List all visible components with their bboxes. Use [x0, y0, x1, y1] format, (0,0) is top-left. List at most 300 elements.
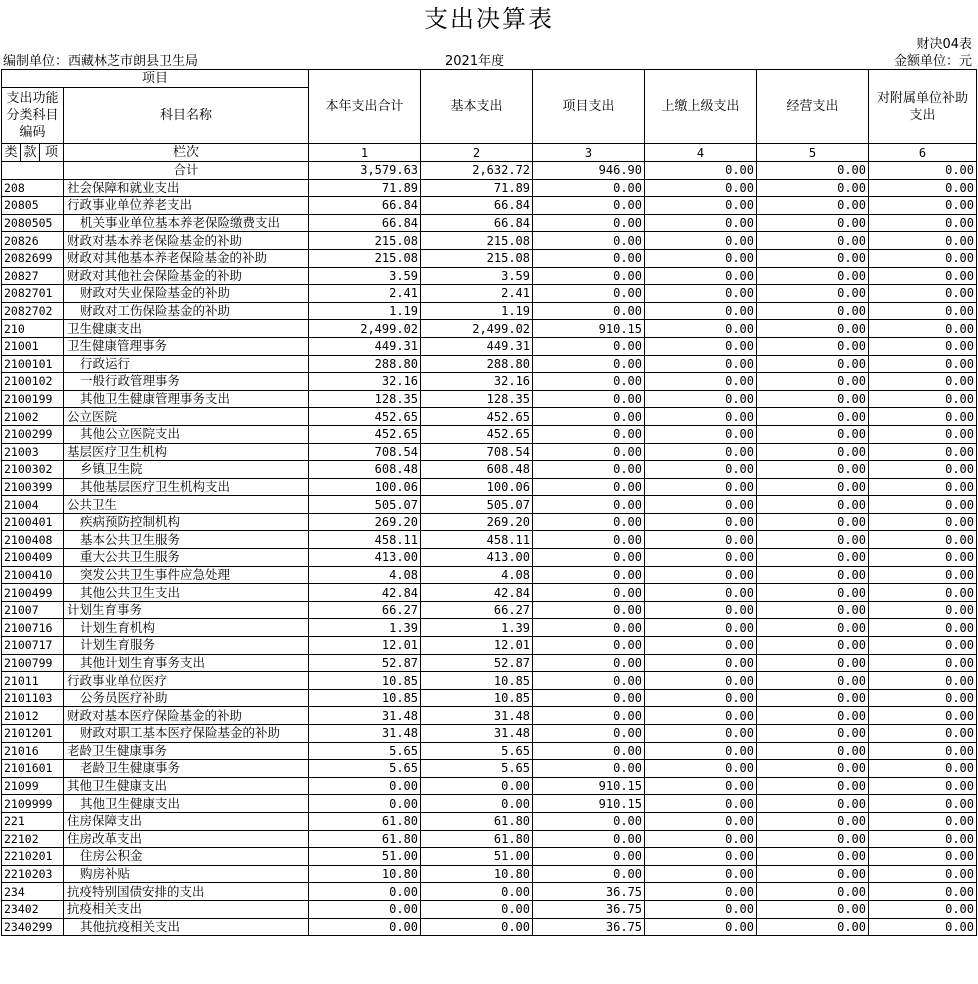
- row-value: 2.41: [421, 285, 533, 303]
- row-value: 61.80: [421, 812, 533, 830]
- row-value: 1.39: [309, 619, 421, 637]
- row-value: 0.00: [645, 197, 757, 215]
- row-value: 0.00: [645, 267, 757, 285]
- row-value: 288.80: [309, 355, 421, 373]
- row-value: 0.00: [757, 214, 869, 232]
- row-value: 0.00: [533, 812, 645, 830]
- row-code: 20827: [2, 267, 64, 285]
- row-value: 0.00: [533, 408, 645, 426]
- row-code: 21007: [2, 601, 64, 619]
- row-value: 0.00: [533, 197, 645, 215]
- row-subject-name: 其他抗疫相关支出: [64, 918, 309, 936]
- row-value: 0.00: [757, 795, 869, 813]
- row-value: 32.16: [309, 373, 421, 391]
- row-value: 0.00: [421, 900, 533, 918]
- row-code: 2100302: [2, 461, 64, 479]
- row-value: 215.08: [309, 232, 421, 250]
- table-row: [2, 883, 977, 901]
- table-row: [2, 830, 977, 848]
- row-value: 215.08: [421, 249, 533, 267]
- row-value: 0.00: [869, 513, 977, 531]
- table-row: [2, 232, 977, 250]
- row-value: 0.00: [309, 883, 421, 901]
- row-value: 66.84: [309, 197, 421, 215]
- row-value: 0.00: [869, 707, 977, 725]
- row-code: 2210201: [2, 848, 64, 866]
- row-value: 0.00: [645, 302, 757, 320]
- row-subject-name: 抗疫特别国债安排的支出: [64, 883, 309, 901]
- row-value: 0.00: [645, 425, 757, 443]
- row-value: 0.00: [533, 179, 645, 197]
- table-row: [2, 566, 977, 584]
- row-value: 413.00: [421, 549, 533, 567]
- row-value: 0.00: [533, 760, 645, 778]
- row-subject-name: 基本公共卫生服务: [64, 531, 309, 549]
- row-code: 2101201: [2, 725, 64, 743]
- row-value: 61.80: [309, 830, 421, 848]
- row-code: 2082699: [2, 249, 64, 267]
- row-value: 71.89: [421, 179, 533, 197]
- row-value: 0.00: [869, 302, 977, 320]
- total-code-cell: [2, 162, 64, 180]
- row-code: 2101103: [2, 689, 64, 707]
- row-subject-name: 社会保障和就业支出: [64, 179, 309, 197]
- row-value: 0.00: [869, 443, 977, 461]
- header-total-expenditure: 本年支出合计: [309, 70, 421, 144]
- row-value: 0.00: [757, 531, 869, 549]
- row-value: 10.85: [421, 672, 533, 690]
- row-value: 0.00: [533, 214, 645, 232]
- table-row: [2, 637, 977, 655]
- row-value: 0.00: [645, 390, 757, 408]
- row-value: 0.00: [869, 584, 977, 602]
- table-row: [2, 355, 977, 373]
- row-value: 0.00: [757, 883, 869, 901]
- row-value: 0.00: [869, 267, 977, 285]
- row-value: 449.31: [421, 337, 533, 355]
- row-value: 0.00: [645, 285, 757, 303]
- row-value: 0.00: [869, 214, 977, 232]
- row-value: 0.00: [757, 725, 869, 743]
- row-value: 10.85: [309, 672, 421, 690]
- row-value: 0.00: [869, 760, 977, 778]
- row-value: 61.80: [421, 830, 533, 848]
- table-row: [2, 531, 977, 549]
- row-value: 0.00: [645, 812, 757, 830]
- row-subject-name: 老龄卫生健康事务: [64, 742, 309, 760]
- row-subject-name: 公共卫生: [64, 496, 309, 514]
- table-row: [2, 478, 977, 496]
- row-code: 210: [2, 320, 64, 338]
- row-value: 10.85: [421, 689, 533, 707]
- row-value: 36.75: [533, 918, 645, 936]
- row-code: 21003: [2, 443, 64, 461]
- row-value: 0.00: [645, 795, 757, 813]
- row-value: 0.00: [869, 619, 977, 637]
- row-value: 608.48: [421, 461, 533, 479]
- row-value: 12.01: [421, 637, 533, 655]
- table-row: [2, 918, 977, 936]
- row-value: 0.00: [869, 425, 977, 443]
- row-value: 0.00: [645, 865, 757, 883]
- row-value: 0.00: [869, 725, 977, 743]
- row-value: 0.00: [533, 601, 645, 619]
- table-row: [2, 900, 977, 918]
- page-title: 支出决算表: [424, 5, 554, 33]
- row-value: 0.00: [645, 355, 757, 373]
- table-row: [2, 795, 977, 813]
- row-value: 36.75: [533, 883, 645, 901]
- row-subject-name: 其他公立医院支出: [64, 425, 309, 443]
- col-number: 6: [869, 144, 977, 162]
- row-value: 0.00: [757, 865, 869, 883]
- row-value: 0.00: [533, 725, 645, 743]
- row-subject-name: 基层医疗卫生机构: [64, 443, 309, 461]
- row-value: 0.00: [645, 478, 757, 496]
- table-row: [2, 302, 977, 320]
- row-code: 2100199: [2, 390, 64, 408]
- table-row: [2, 549, 977, 567]
- row-value: 0.00: [421, 777, 533, 795]
- row-value: 0.00: [757, 742, 869, 760]
- row-code: 2100102: [2, 373, 64, 391]
- row-code: 21004: [2, 496, 64, 514]
- row-code: 2210203: [2, 865, 64, 883]
- header-project-expenditure: 项目支出: [533, 70, 645, 144]
- row-code: 2340299: [2, 918, 64, 936]
- row-value: 5.65: [309, 742, 421, 760]
- row-value: 0.00: [757, 302, 869, 320]
- table-row: [2, 249, 977, 267]
- row-value: 61.80: [309, 812, 421, 830]
- row-value: 0.00: [869, 408, 977, 426]
- row-value: 0.00: [645, 496, 757, 514]
- row-value: 0.00: [869, 777, 977, 795]
- row-subject-name: 计划生育事务: [64, 601, 309, 619]
- row-value: 458.11: [309, 531, 421, 549]
- total-label: 合计: [64, 162, 309, 180]
- header-subsidy-affiliated: 对附属单位补助支出: [869, 70, 977, 144]
- row-subject-name: 其他基层医疗卫生机构支出: [64, 478, 309, 496]
- row-value: 10.85: [309, 689, 421, 707]
- row-value: 0.00: [757, 689, 869, 707]
- row-value: 0.00: [757, 496, 869, 514]
- row-code: 2109999: [2, 795, 64, 813]
- table-row: [2, 654, 977, 672]
- row-value: 0.00: [645, 918, 757, 936]
- row-value: 0.00: [869, 355, 977, 373]
- row-value: 52.87: [309, 654, 421, 672]
- row-value: 0.00: [757, 549, 869, 567]
- row-value: 0.00: [869, 232, 977, 250]
- row-code: 20826: [2, 232, 64, 250]
- row-value: 0.00: [645, 566, 757, 584]
- row-value: 0.00: [533, 848, 645, 866]
- row-value: 0.00: [869, 531, 977, 549]
- row-value: 0.00: [533, 285, 645, 303]
- row-value: 3.59: [309, 267, 421, 285]
- table-row: [2, 689, 977, 707]
- row-code: 2100499: [2, 584, 64, 602]
- table-row: [2, 443, 977, 461]
- row-value: 0.00: [869, 549, 977, 567]
- row-value: 31.48: [309, 725, 421, 743]
- row-code: 2100409: [2, 549, 64, 567]
- table-row: [2, 848, 977, 866]
- row-value: 0.00: [533, 478, 645, 496]
- total-value: 0.00: [645, 162, 757, 180]
- row-value: 0.00: [869, 689, 977, 707]
- row-value: 215.08: [421, 232, 533, 250]
- col-number: 1: [309, 144, 421, 162]
- row-subject-name: 财政对基本养老保险基金的补助: [64, 232, 309, 250]
- table-row: [2, 285, 977, 303]
- row-value: 66.27: [309, 601, 421, 619]
- table-row: [2, 513, 977, 531]
- row-code: 2100299: [2, 425, 64, 443]
- col-number: 3: [533, 144, 645, 162]
- row-value: 0.00: [533, 302, 645, 320]
- row-subject-name: 突发公共卫生事件应急处理: [64, 566, 309, 584]
- col-number: 2: [421, 144, 533, 162]
- row-subject-name: 财政对基本医疗保险基金的补助: [64, 707, 309, 725]
- row-value: 0.00: [533, 654, 645, 672]
- row-value: 0.00: [645, 900, 757, 918]
- row-subject-name: 财政对其他基本养老保险基金的补助: [64, 249, 309, 267]
- row-value: 0.00: [645, 337, 757, 355]
- row-value: 0.00: [533, 566, 645, 584]
- row-subject-name: 机关事业单位基本养老保险缴费支出: [64, 214, 309, 232]
- row-code: 2100101: [2, 355, 64, 373]
- total-value: 0.00: [757, 162, 869, 180]
- header-lei: 类: [2, 144, 21, 162]
- row-value: 413.00: [309, 549, 421, 567]
- row-value: 0.00: [645, 601, 757, 619]
- row-subject-name: 财政对失业保险基金的补助: [64, 285, 309, 303]
- row-value: 52.87: [421, 654, 533, 672]
- row-code: 2100717: [2, 637, 64, 655]
- row-value: 0.00: [645, 214, 757, 232]
- row-subject-name: 老龄卫生健康事务: [64, 760, 309, 778]
- row-value: 0.00: [757, 355, 869, 373]
- row-value: 0.00: [869, 865, 977, 883]
- row-value: 3.59: [421, 267, 533, 285]
- row-value: 31.48: [309, 707, 421, 725]
- row-subject-name: 行政运行: [64, 355, 309, 373]
- row-value: 0.00: [533, 531, 645, 549]
- row-value: 0.00: [757, 918, 869, 936]
- row-value: 0.00: [645, 443, 757, 461]
- row-value: 0.00: [757, 654, 869, 672]
- table-body: [2, 179, 977, 936]
- row-value: 0.00: [533, 689, 645, 707]
- total-value: 0.00: [869, 162, 977, 180]
- row-value: 5.65: [421, 742, 533, 760]
- row-value: 0.00: [645, 531, 757, 549]
- row-value: 0.00: [533, 496, 645, 514]
- row-value: 128.35: [309, 390, 421, 408]
- row-value: 42.84: [309, 584, 421, 602]
- row-value: 31.48: [421, 707, 533, 725]
- row-value: 0.00: [869, 179, 977, 197]
- row-code: 21011: [2, 672, 64, 690]
- row-subject-name: 财政对其他社会保险基金的补助: [64, 267, 309, 285]
- row-value: 0.00: [757, 760, 869, 778]
- row-value: 0.00: [757, 197, 869, 215]
- row-value: 66.84: [421, 197, 533, 215]
- row-value: 0.00: [645, 760, 757, 778]
- row-value: 0.00: [533, 249, 645, 267]
- row-value: 0.00: [645, 848, 757, 866]
- total-value: 946.90: [533, 162, 645, 180]
- table-row: [2, 619, 977, 637]
- header-xiang: 项: [40, 144, 64, 162]
- row-value: 10.80: [309, 865, 421, 883]
- row-value: 0.00: [757, 777, 869, 795]
- row-value: 0.00: [757, 320, 869, 338]
- row-value: 0.00: [757, 232, 869, 250]
- row-value: 505.07: [421, 496, 533, 514]
- row-value: 0.00: [533, 267, 645, 285]
- row-subject-name: 乡镇卫生院: [64, 461, 309, 479]
- row-value: 0.00: [869, 830, 977, 848]
- table-row: [2, 707, 977, 725]
- row-code: 2100799: [2, 654, 64, 672]
- row-value: 0.00: [645, 408, 757, 426]
- row-value: 0.00: [757, 900, 869, 918]
- header-subject-name: 科目名称: [64, 88, 309, 144]
- row-value: 2,499.02: [421, 320, 533, 338]
- row-value: 0.00: [869, 601, 977, 619]
- row-value: 0.00: [869, 795, 977, 813]
- row-value: 0.00: [645, 689, 757, 707]
- row-value: 0.00: [757, 285, 869, 303]
- form-number: 财决04表: [916, 37, 972, 52]
- table-row: [2, 461, 977, 479]
- row-code: 2100716: [2, 619, 64, 637]
- row-value: 0.00: [869, 461, 977, 479]
- row-value: 100.06: [309, 478, 421, 496]
- table-row: [2, 425, 977, 443]
- row-subject-name: 重大公共卫生服务: [64, 549, 309, 567]
- row-value: 0.00: [757, 478, 869, 496]
- row-value: 0.00: [645, 654, 757, 672]
- row-value: 0.00: [869, 672, 977, 690]
- row-value: 0.00: [645, 707, 757, 725]
- table-row: [2, 584, 977, 602]
- table-row: [2, 197, 977, 215]
- row-value: 0.00: [645, 742, 757, 760]
- table-row: [2, 865, 977, 883]
- table-row: [2, 672, 977, 690]
- row-code: 21001: [2, 337, 64, 355]
- row-value: 0.00: [757, 584, 869, 602]
- row-value: 0.00: [421, 795, 533, 813]
- row-code: 208: [2, 179, 64, 197]
- header-function-code: 支出功能分类科目编码: [2, 88, 64, 144]
- row-code: 21016: [2, 742, 64, 760]
- row-value: 910.15: [533, 320, 645, 338]
- row-code: 2100401: [2, 513, 64, 531]
- row-value: 0.00: [309, 918, 421, 936]
- row-value: 505.07: [309, 496, 421, 514]
- row-value: 0.00: [757, 830, 869, 848]
- row-value: 0.00: [533, 355, 645, 373]
- row-value: 0.00: [757, 848, 869, 866]
- row-value: 452.65: [421, 408, 533, 426]
- row-value: 4.08: [309, 566, 421, 584]
- row-value: 608.48: [309, 461, 421, 479]
- row-code: 2100410: [2, 566, 64, 584]
- row-code: 2100399: [2, 478, 64, 496]
- row-value: 0.00: [757, 179, 869, 197]
- row-value: 0.00: [421, 883, 533, 901]
- row-value: 66.84: [421, 214, 533, 232]
- row-value: 2.41: [309, 285, 421, 303]
- row-value: 0.00: [533, 373, 645, 391]
- row-value: 0.00: [645, 320, 757, 338]
- table-row: [2, 760, 977, 778]
- table-row: [2, 337, 977, 355]
- row-code: 21012: [2, 707, 64, 725]
- row-value: 2,499.02: [309, 320, 421, 338]
- row-value: 0.00: [645, 232, 757, 250]
- row-value: 71.89: [309, 179, 421, 197]
- row-value: 708.54: [309, 443, 421, 461]
- header-kuan: 款: [21, 144, 40, 162]
- row-code: 221: [2, 812, 64, 830]
- header-item: 项目: [2, 70, 309, 88]
- row-value: 1.19: [421, 302, 533, 320]
- row-value: 910.15: [533, 777, 645, 795]
- row-value: 5.65: [421, 760, 533, 778]
- row-value: 0.00: [757, 672, 869, 690]
- row-subject-name: 抗疫相关支出: [64, 900, 309, 918]
- table-row: [2, 725, 977, 743]
- row-value: 0.00: [757, 461, 869, 479]
- row-value: 0.00: [869, 249, 977, 267]
- row-code: 23402: [2, 900, 64, 918]
- row-value: 0.00: [757, 425, 869, 443]
- row-value: 0.00: [757, 812, 869, 830]
- row-value: 0.00: [533, 390, 645, 408]
- row-subject-name: 购房补贴: [64, 865, 309, 883]
- row-value: 449.31: [309, 337, 421, 355]
- expenditure-table: [1, 69, 977, 936]
- row-value: 0.00: [869, 390, 977, 408]
- row-subject-name: 其他卫生健康支出: [64, 777, 309, 795]
- row-value: 0.00: [645, 830, 757, 848]
- row-code: 2082701: [2, 285, 64, 303]
- row-value: 0.00: [869, 478, 977, 496]
- row-value: 0.00: [533, 865, 645, 883]
- fiscal-year: 2021年度: [445, 54, 505, 69]
- table-row: [2, 742, 977, 760]
- row-value: 0.00: [869, 848, 977, 866]
- table-row: [2, 408, 977, 426]
- table-row: [2, 812, 977, 830]
- row-subject-name: 计划生育服务: [64, 637, 309, 655]
- row-value: 66.84: [309, 214, 421, 232]
- row-value: 452.65: [421, 425, 533, 443]
- row-value: 0.00: [533, 742, 645, 760]
- row-value: 0.00: [869, 285, 977, 303]
- row-value: 0.00: [645, 461, 757, 479]
- row-value: 0.00: [533, 461, 645, 479]
- total-value: 3,579.63: [309, 162, 421, 180]
- col-number: 5: [757, 144, 869, 162]
- row-value: 0.00: [533, 425, 645, 443]
